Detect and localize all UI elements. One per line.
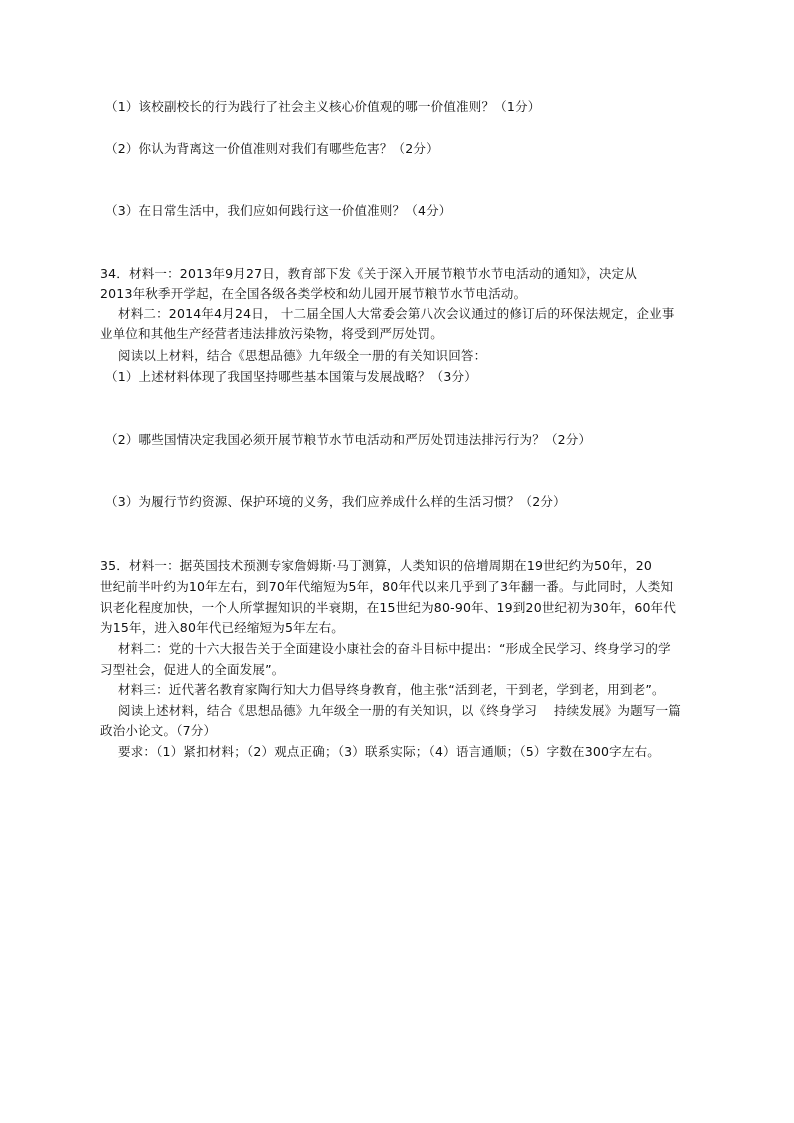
q34-subquestion-3: （3）为履行节约资源、保护环境的义务，我们应养成什么样的生活习惯？（2分） [105, 494, 566, 509]
q35-requirements: 要求：（1）紧扣材料；（2）观点正确；（3）联系实际；（4）语言通顺；（5）字数在300字左右。 [118, 744, 660, 759]
q34-material-2-line-2: 业单位和其他生产经营者违法排放污染物，将受到严厉处罚。 [100, 326, 443, 341]
q35-material-1-line-1: 35．材料一：据英国技术预测专家詹姆斯·马丁测算，人类知识的倍增周期在19世纪约为50年，20 [100, 558, 652, 573]
q33-subquestion-2: （2）你认为背离这一价值准则对我们有哪些危害？（2分） [105, 141, 439, 156]
q35-instruction-line-2: 政治小论文。（7分） [100, 723, 217, 738]
q33-subquestion-1: （1）该校副校长的行为践行了社会主义核心价值观的哪一价值准则？（1分） [105, 99, 541, 114]
q34-material-1-line-1: 34．材料一：2013年9月27日，教育部下发《关于深入开展节粮节水节电活动的通知》，决定从 [100, 266, 638, 281]
q35-material-1-line-4: 为15年，进入80年代已经缩短为5年左右。 [100, 620, 344, 635]
q35-material-1-line-2: 世纪前半叶约为10年左右，到70年代缩短为5年，80年代以来几乎到了3年翻一番。与此同时，人类知 [100, 579, 674, 594]
q35-material-3: 材料三：近代著名教育家陶行知大力倡导终身教育，他主张“活到老，干到老，学到老，用到老”。 [118, 682, 665, 697]
q35-material-2-line-1: 材料二：党的十六大报告关于全面建设小康社会的奋斗目标中提出：“形成全民学习、终身学习的学 [118, 641, 671, 656]
q34-instruction: 阅读以上材料，结合《思想品德》九年级全一册的有关知识回答： [118, 348, 487, 363]
q35-instruction-line-1: 阅读上述材料，结合《思想品德》九年级全一册的有关知识，以《终身学习 持续发展》为题写一篇 [118, 703, 681, 718]
q35-material-2-line-2: 习型社会，促进人的全面发展”。 [100, 662, 285, 677]
q34-subquestion-2: （2）哪些国情决定我国必须开展节粮节水节电活动和严厉处罚违法排污行为？（2分） [105, 432, 592, 447]
q35-material-1-line-3: 识老化程度加快，一个人所掌握知识的半衰期，在15世纪为80-90年、19到20世纪初为30年，60年代 [100, 600, 677, 615]
q34-material-1-line-2: 2013年秋季开学起，在全国各级各类学校和幼儿园开展节粮节水节电活动。 [100, 286, 527, 301]
q33-subquestion-3: （3）在日常生活中，我们应如何践行这一价值准则？（4分） [105, 203, 452, 218]
q34-subquestion-1: （1）上述材料体现了我国坚持哪些基本国策与发展战略？（3分） [105, 369, 477, 384]
q34-material-2-line-1: 材料二：2014年4月24日， 十二届全国人大常委会第八次会议通过的修订后的环保法规定，企业事 [118, 306, 675, 321]
